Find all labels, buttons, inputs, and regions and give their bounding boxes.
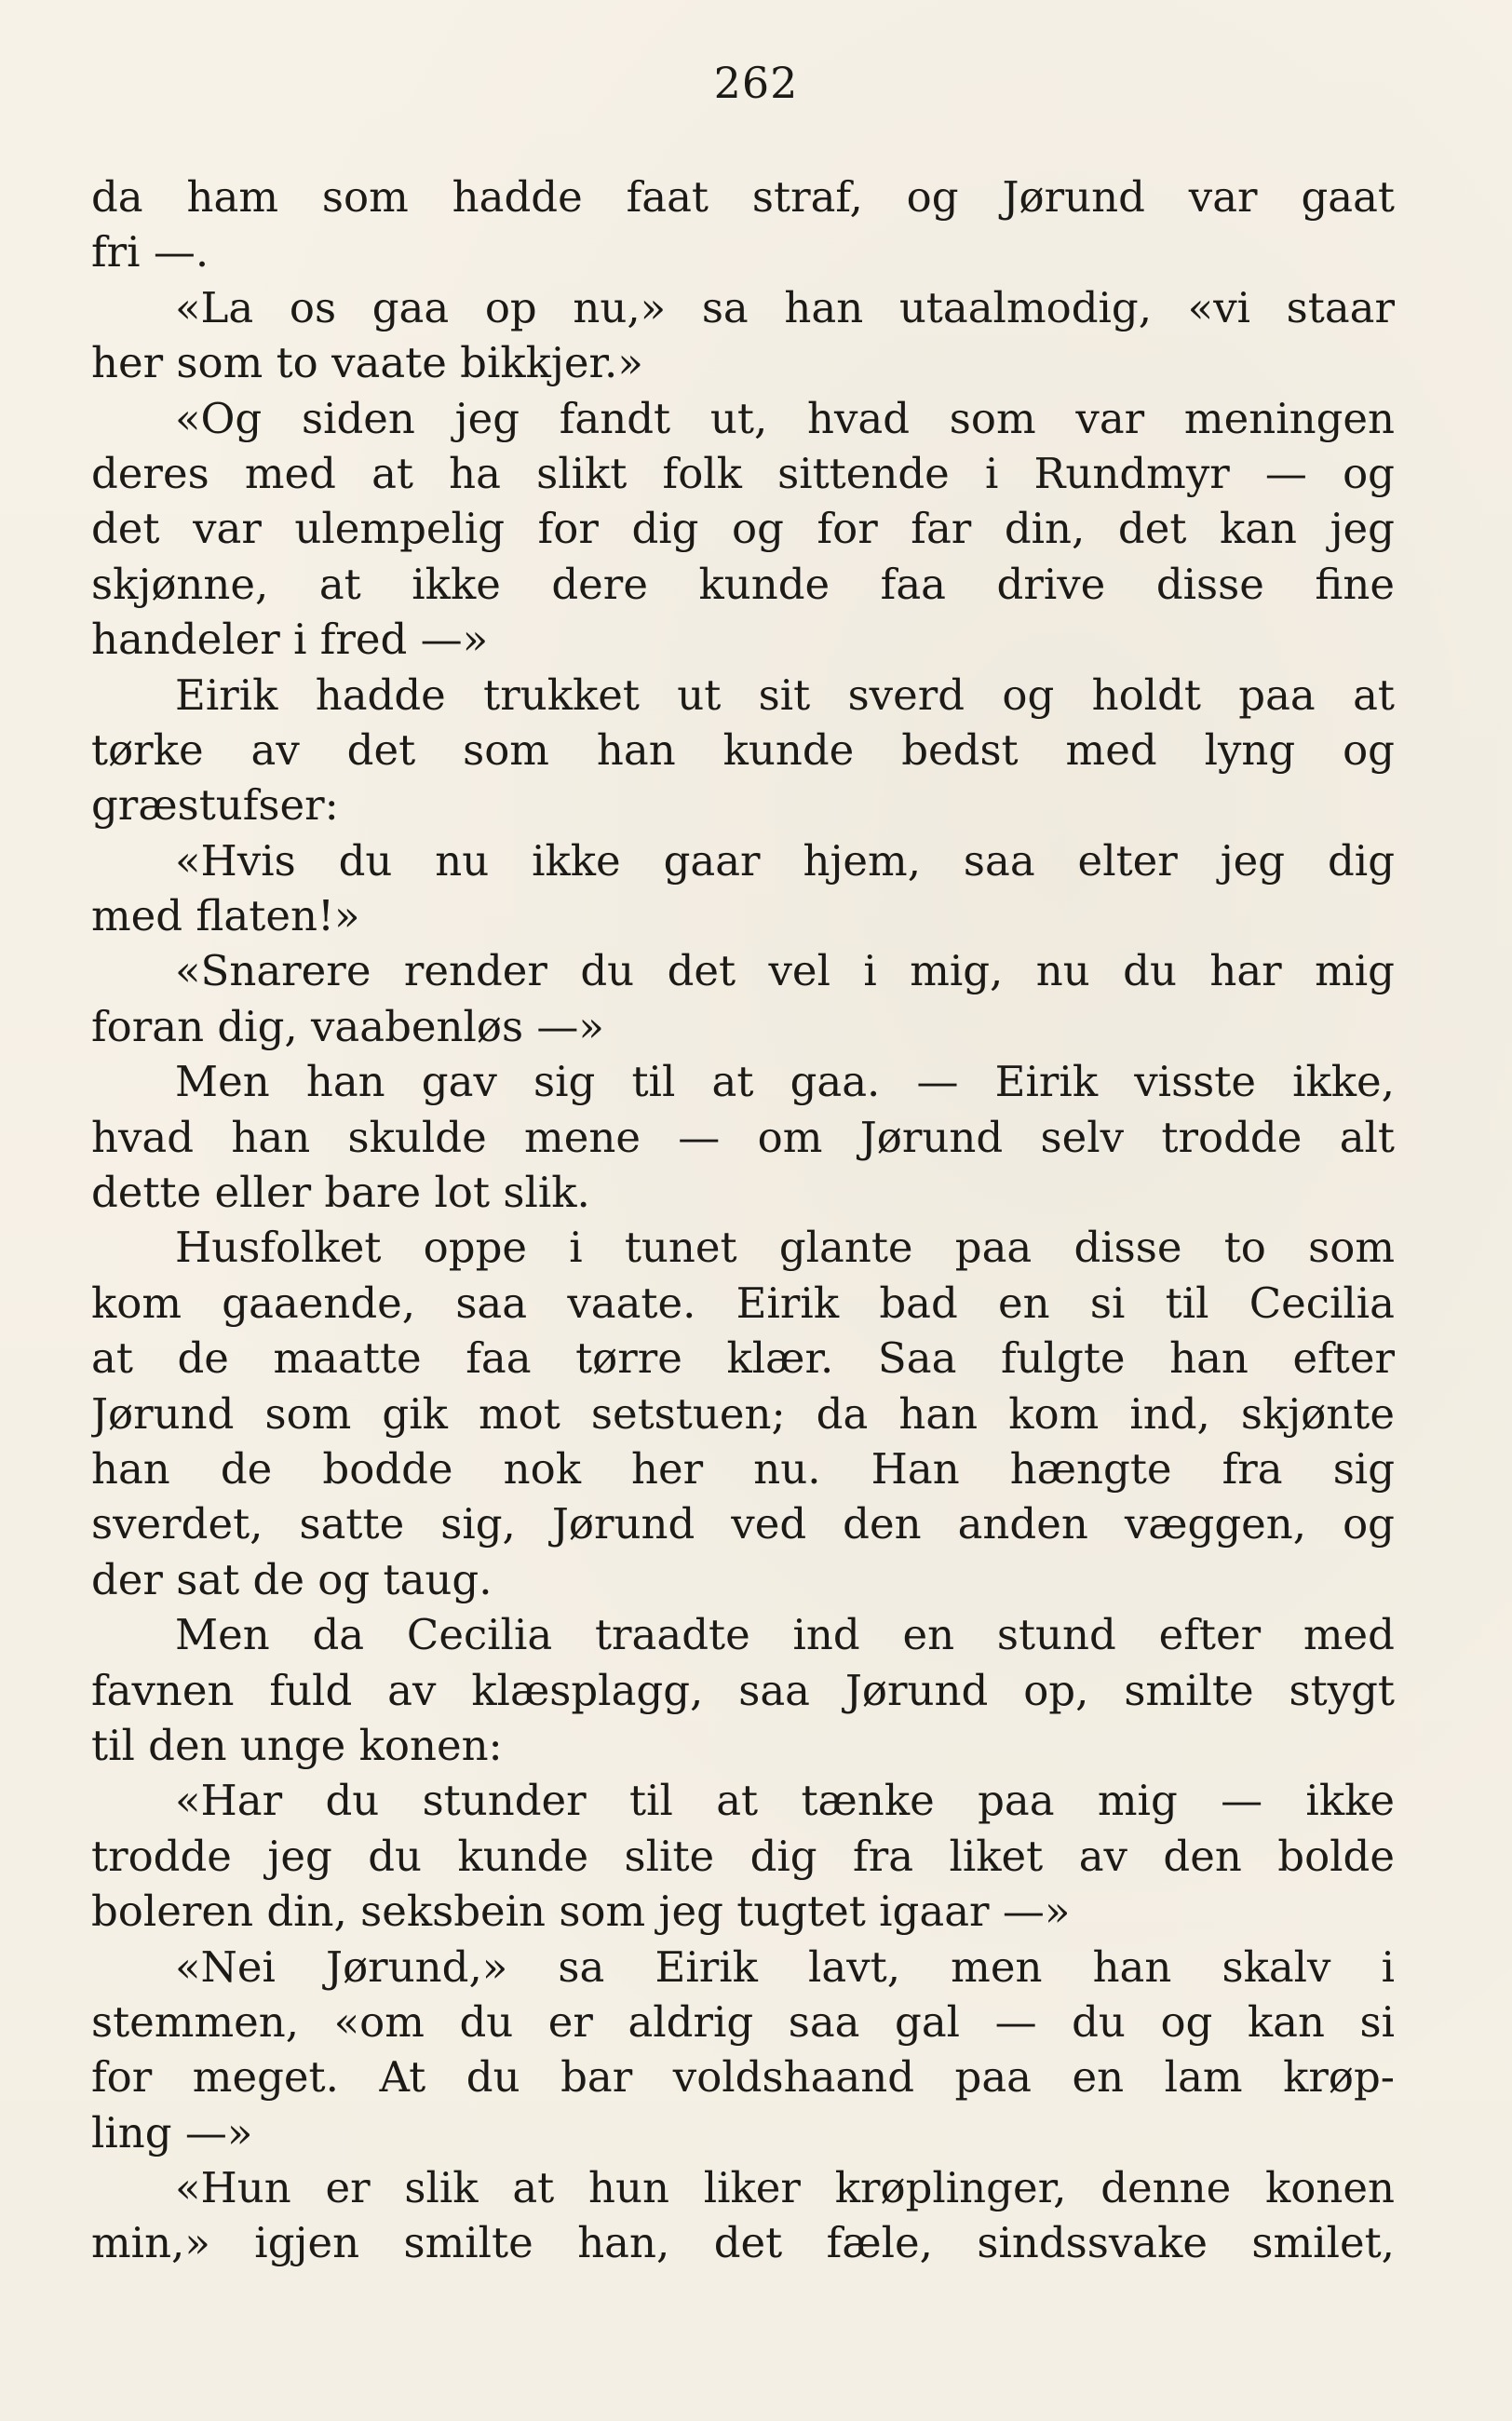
text-line: han de bodde nok her nu. Han hængte fra sig — [91, 1443, 1395, 1494]
page-number: 262 — [713, 58, 799, 108]
text-line: trodde jeg du kunde slite dig fra liket av den bolde — [91, 1831, 1395, 1881]
text-line: «Snarere render du det vel i mig, nu du har mig — [175, 946, 1395, 996]
text-line: Men han gav sig til at gaa. — Eirik visste ikke, — [175, 1057, 1395, 1107]
text-line: tørke av det som han kunde bedst med lyng og — [91, 724, 1395, 775]
text-line: Eirik hadde trukket ut sit sverd og holdt paa at — [175, 669, 1395, 720]
text-line: Husfolket oppe i tunet glante paa disse to som — [175, 1223, 1395, 1273]
text-line: handeler i fred —» — [91, 615, 489, 665]
body-text — [91, 169, 1395, 2271]
text-line: «Nei Jørund,» sa Eirik lavt, men han skalv i — [175, 1941, 1395, 1992]
text-line: «Og siden jeg fandt ut, hvad som var meningen — [175, 393, 1395, 443]
text-line: Men da Cecilia traadte ind en stund efter med — [175, 1610, 1395, 1660]
text-line: skjønne, at ikke dere kunde faa drive disse fine — [91, 559, 1395, 609]
text-line: «La os gaa op nu,» sa han utaalmodig, «vi staar — [175, 282, 1395, 332]
text-line: fri —. — [91, 227, 209, 277]
text-line: sverdet, satte sig, Jørund ved den anden væggen, og — [91, 1499, 1395, 1549]
text-line: deres med at ha slikt folk sittende i Rundmyr — og — [91, 448, 1395, 498]
text-line: min,» igjen smilte han, det fæle, sindssvake smilet, — [91, 2218, 1395, 2268]
text-line: der sat de og taug. — [91, 1554, 493, 1604]
text-line: dette eller bare lot slik. — [91, 1168, 590, 1218]
text-line: til den unge konen: — [91, 1720, 503, 1770]
text-line: «Hun er slik at hun liker krøplinger, denne konen — [175, 2163, 1395, 2213]
text-line: «Hvis du nu ikke gaar hjem, saa elter jeg dig — [175, 835, 1395, 886]
text-line: det var ulempelig for dig og for far din, det kan jeg — [91, 504, 1395, 554]
text-line: græstufser: — [91, 780, 339, 831]
text-line: ling —» — [91, 2107, 253, 2157]
text-line: med flaten!» — [91, 891, 360, 941]
text-line: hvad han skulde mene — om Jørund selv trodde alt — [91, 1112, 1395, 1162]
text-line: her som to vaate bikkjer.» — [91, 338, 643, 388]
text-line: boleren din, seksbein som jeg tugtet igaar —» — [91, 1887, 1071, 1937]
text-line: for meget. At du bar voldshaand paa en lam krøp- — [91, 2052, 1395, 2103]
text-line: kom gaaende, saa vaate. Eirik bad en si til Cecilia — [91, 1278, 1395, 1328]
text-line: at de maatte faa tørre klær. Saa fulgte han efter — [91, 1333, 1395, 1384]
text-line: da ham som hadde faat straf, og Jørund var gaat — [91, 172, 1395, 222]
text-line: favnen fuld av klæsplagg, saa Jørund op, smilte stygt — [91, 1665, 1395, 1715]
text-line: Jørund som gik mot setstuen; da han kom ind, skjønte — [91, 1388, 1395, 1439]
text-line: «Har du stunder til at tænke paa mig — ikke — [175, 1776, 1395, 1826]
text-line: stemmen, «om du er aldrig saa gal — du og kan si — [91, 1996, 1395, 2047]
text-line: foran dig, vaabenløs —» — [91, 1001, 604, 1051]
